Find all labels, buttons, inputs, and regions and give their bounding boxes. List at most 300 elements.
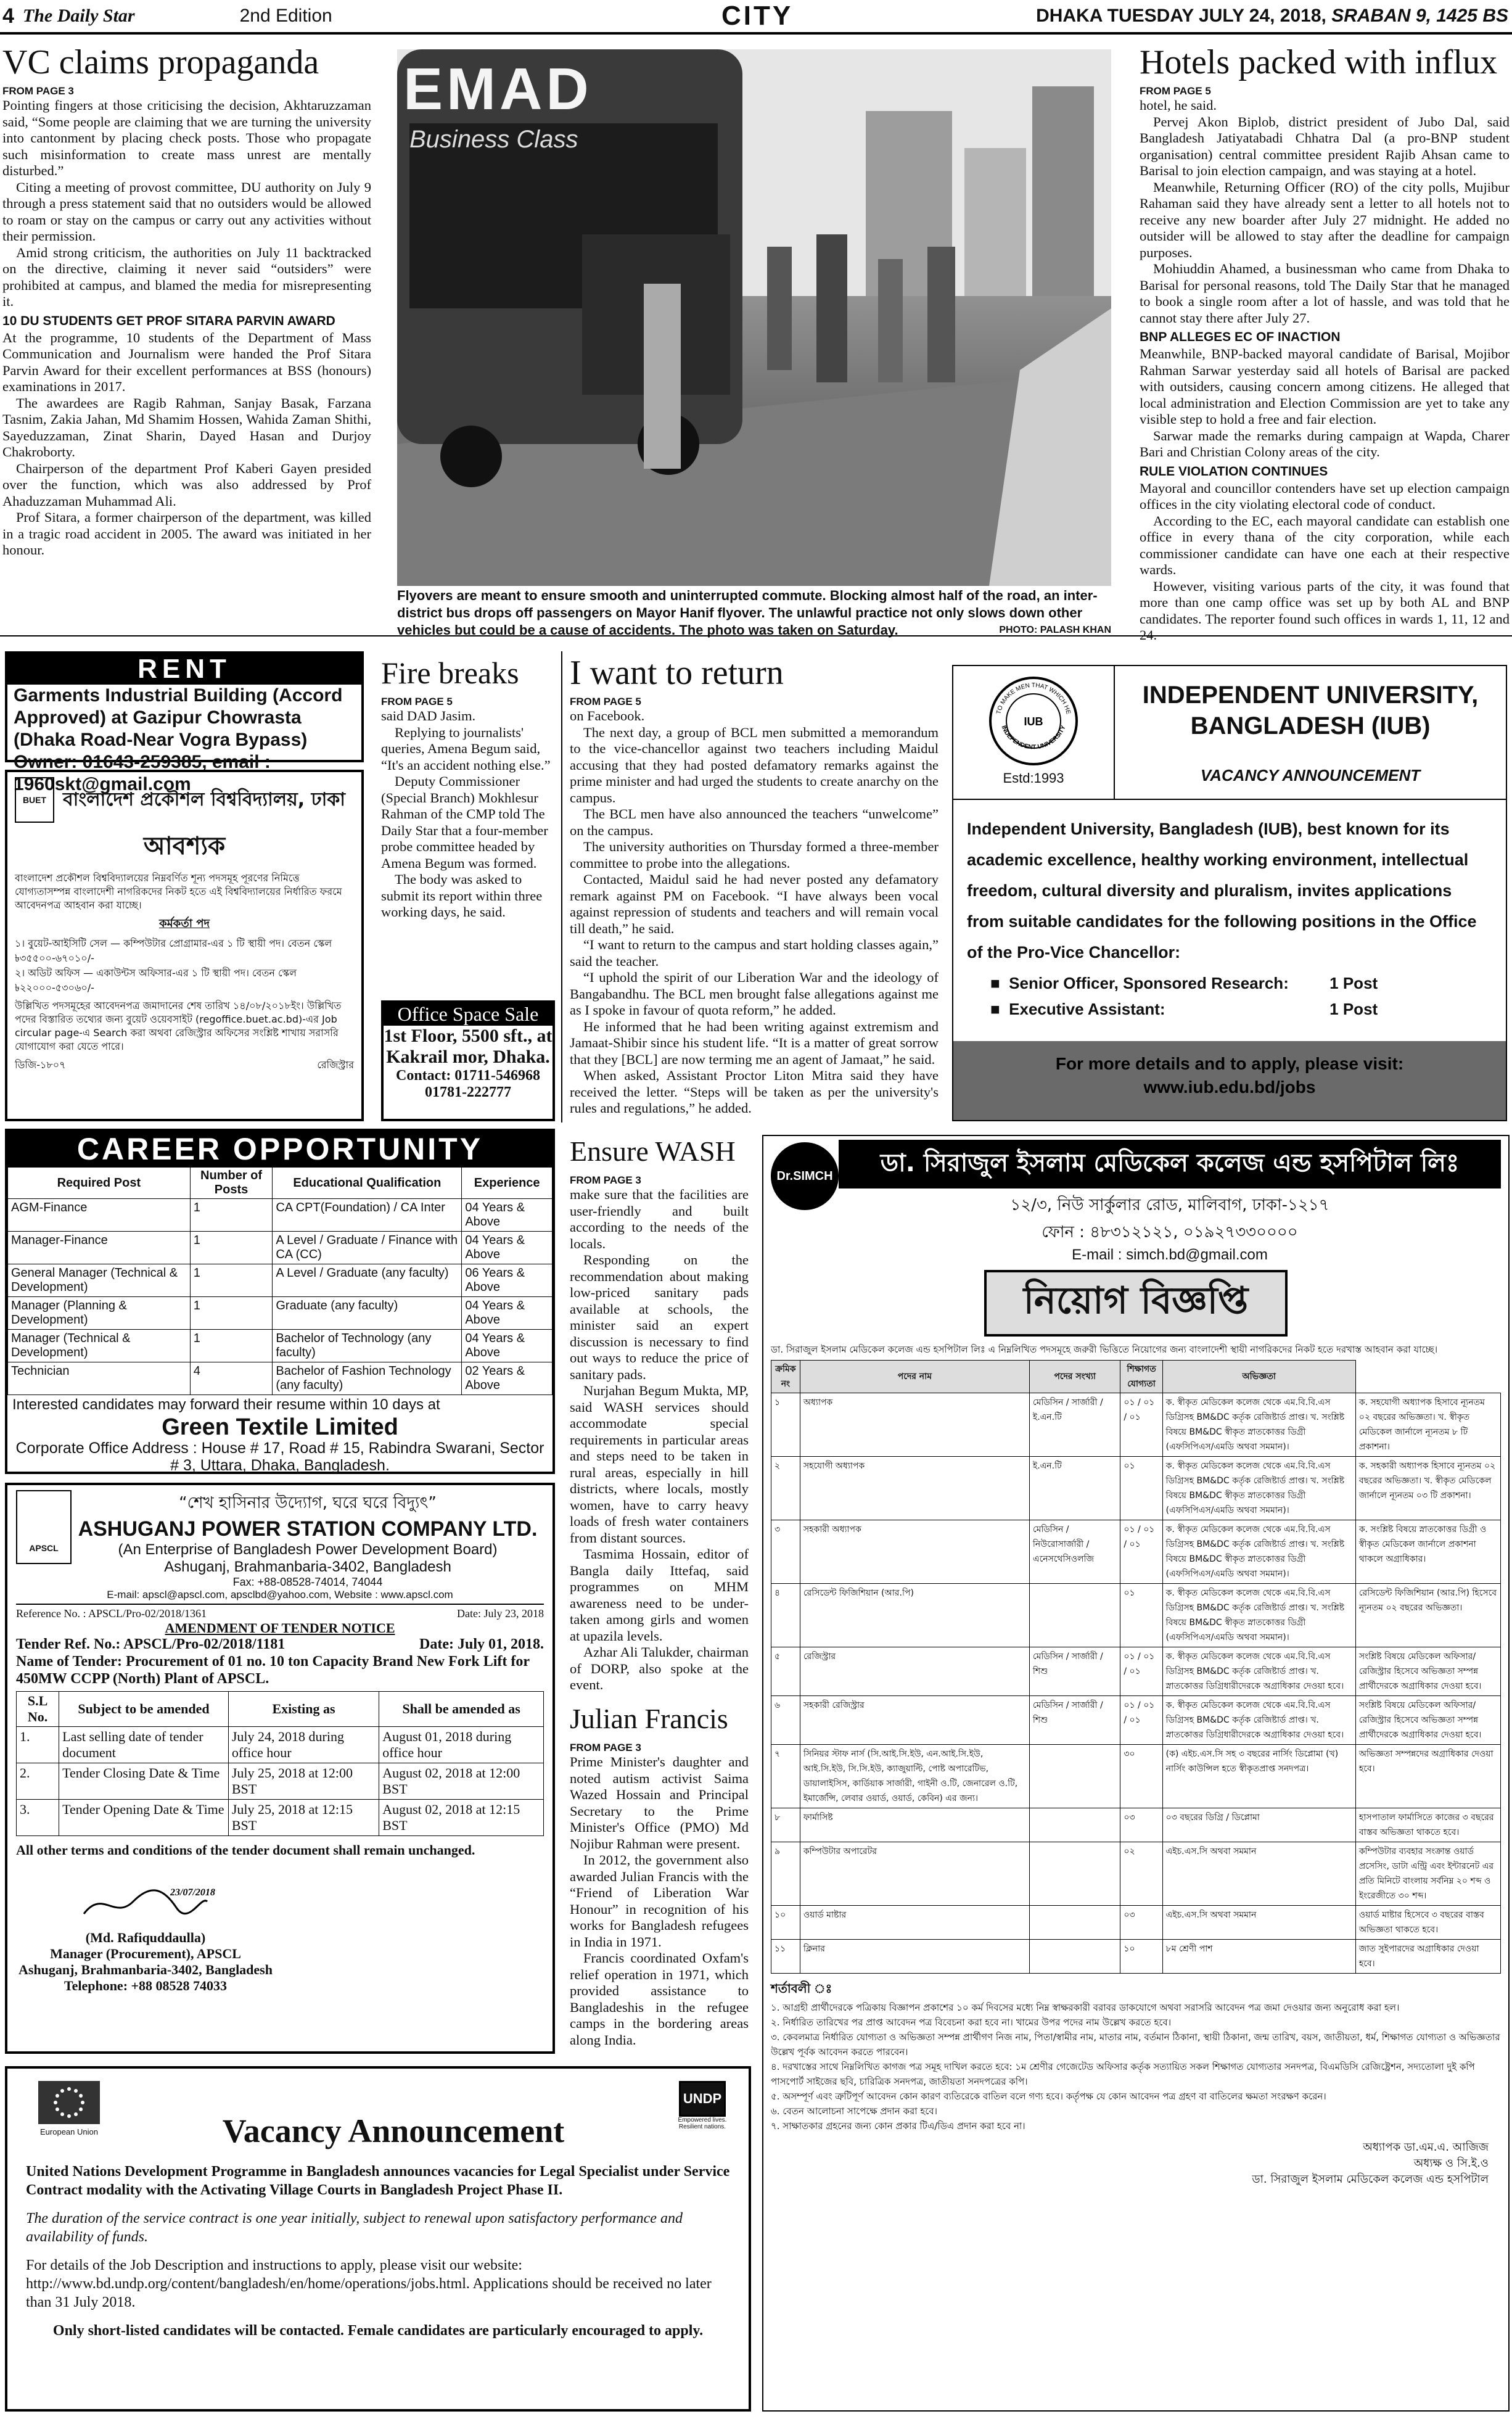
eu-star [74,2112,78,2116]
paragraph: Responding on the recommendation about making low-priced sanitary pads available at schools, the minister said an expert discussion is necessary to find out ways to reduce the price of sanitary pads. [570,1252,749,1382]
table-cell: ই.এন.টি [1029,1457,1120,1520]
ashu-tender-ref: Tender Ref. No.: APSCL/Pro-02/2018/1181 [16,1636,286,1652]
career-address: Corporate Office Address : House # 17, Road # 15, Rabindra Swarani, Sector # 3, Uttara, Dhaka, Bangladesh. [15,1440,544,1474]
column-header: Required Post [8,1168,191,1199]
term-item: ৬. বেতন আলোচনা সাপেক্ষে প্রদান করা হবে। [771,2106,937,2117]
table-cell: জাত সুইপারদের অগ্রাধিকার দেওয়া হবে। [1355,1940,1500,1974]
table-row [771,1584,1501,1647]
from-page: FROM PAGE 5 [570,696,641,707]
eu-star [60,2112,64,2116]
table-cell: ক্লিনার [800,1940,1029,1974]
from-page: FROM PAGE 3 [2,85,74,97]
eu-star [67,2114,71,2118]
table-row [8,1330,553,1362]
paragraph: According to the EC, each mayoral candidate can establish one office in every thana of the city corporation, while each commissioner candidate can have one each at their respective wards. [1140,513,1510,577]
term-item: ১. আগ্রহী প্রার্থীদেরকে পত্রিকায় বিজ্ঞাপন প্রকাশের ১০ কর্ম দিবসের মধ্যে নিম্ন স্বাক্ষরকারী বরাবর ডাকযোগে অথবা সরাসরি আবেদন পত্র জমা দেওয়ার জন্য অনুরোধ করা হল। [771,2002,1400,2013]
buet-intro: বাংলাদেশ প্রকৌশল বিশ্ববিদ্যালয়ের নিম্নবর্ণিত শূন্য পদসমূহ পূরণের নিমিত্তে যোগ্যতাসম্পন্ন বাংলাদেশী নাগরিকদের নিকট হতে এই বিশ্ববিদ্যালয়ের নির্ধারিত ফরমে আবেদনপত্র আহবান করা যাচ্ছে। [15,872,342,911]
paragraph: Tasmima Hossain, editor of Bangla daily Ittefaq, said programmes on MHM awareness need to be under-taken among girls and women at upazila levels. [570,1546,749,1644]
table-cell [1029,1584,1120,1647]
story-body [570,1754,749,2048]
table-cell: 06 Years & Above [462,1264,553,1297]
office-contact-2: 01781-222777 [425,1084,511,1100]
table-cell [1029,1842,1120,1906]
table-cell: Tender Opening Date & Time [59,1800,229,1836]
table-cell: মেডিসিন / সার্জারী / শিশু [1029,1696,1120,1745]
buet-item-1: ১। বুয়েট-আইসিটি সেল — কম্পিউটার প্রোগ্রামার-এর ১ টি স্থায়ী পদ। বেতন স্কেল ৳৩৫৫০০-৬৭০১০/- [15,937,332,964]
apscl-logo: APSCL [16,1490,72,1564]
table-cell: ওয়ার্ড মাষ্টার হিসেবে ৩ বছরের বাস্তব অভিজ্ঞতা থাকতে হবে। [1355,1906,1500,1940]
table-cell: ৮ [771,1808,800,1842]
story-hotels [1140,43,1510,643]
simch-banner: নিয়োগ বিজ্ঞপ্তি [984,1270,1288,1337]
table-row [8,1264,553,1297]
paragraph: Meanwhile, BNP-backed mayoral candidate of Barisal, Mojibor Rahman Sarwar yesterday said all hotels of Barisal are packed with outsiders, causing concern among citizens. He alleged that local administration and Election Commission are yet to take any visible step to hold a free and fair election. [1140,346,1510,427]
paragraph: Sarwar made the remarks during campaign at Wapda, Charer Bari and Christian Colony areas of the city. [1140,427,1510,459]
ashu-tender-date: Date: July 01, 2018. [419,1636,544,1652]
story-fire [381,654,554,999]
ashu-signer: (Md. Rafiquddaulla) [85,1930,206,1945]
table-cell: ১০ [1120,1940,1162,1974]
from-page: FROM PAGE 5 [381,696,453,707]
table-cell: Tender Closing Date & Time [59,1763,229,1800]
table-cell: Manager-Finance [8,1232,191,1264]
paragraph: Mohiuddin Ahamed, a businessman who came from Dhaka to Barisal for personal reasons, told The Daily Star that he managed to book a single room after a lot of hassle, and was told that he cannot stay there after July 27. [1140,261,1510,326]
table-cell: ১১ [771,1940,800,1974]
table-cell: কম্পিউটার অপারেটর [800,1842,1029,1906]
table-cell [1029,1906,1120,1940]
paragraph: He informed that he had been writing against extremism and Jamaat-Shibir since his student life. “It is a matter of great sorrow that they [BCL] are now terming me an agent of Jamaat,” he said. [570,1018,939,1067]
iub-seal-top: TO MAKE MEN THAT WHICH HE [995,682,1072,715]
story-body-3 [1140,480,1510,644]
table-cell: ০৩ [1120,1906,1162,1940]
undp-tagline: Empowered lives. Resilient nations. [678,2117,727,2130]
table-cell: ৮ম শ্রেণী পাশ [1162,1940,1355,1974]
eu-star [54,2101,57,2104]
photo-caption: Flyovers are meant to ensure smooth and uninterrupted commute. Blocking almost half of the road, an inter-district bus drops off passengers on Mayor Hanif flyover. The unlawful practice not only slows down other vehicles but could be a cause of accidents. The photo was taken on Saturday. PHOTO: PALASH KHAN [397,588,1111,638]
headline: Julian Francis [570,1703,728,1734]
eu-star [81,2101,84,2104]
table-row [771,1696,1501,1745]
table-cell: July 25, 2018 at 12:15 BST [228,1800,379,1836]
story-body [381,708,554,921]
paper-logo: The Daily Star [22,6,135,26]
office-contact: Contact: 01711-546968 [396,1068,540,1084]
table-cell: ১ [771,1393,800,1457]
paragraph: Amid strong criticism, the authorities on July 11 backtracked on the directive, claiming it never said “outsiders” were prohibited at campus, and blamed the media for misrepresenting it. [2,244,371,309]
column-header: পদের সংখ্যা [1029,1361,1120,1393]
table-cell: ০১ / ০১ / ০১ [1120,1696,1162,1745]
paragraph: Francis coordinated Oxfam's relief operation in 1971, which provided assistance to Bangladeshis in the refugee camps in the bordering areas along India. [570,1950,749,2048]
ashu-note: All other terms and conditions of the tender document shall remain unchanged. [16,1842,475,1858]
paragraph: Prime Minister's daughter and noted autism activist Saima Wazed Hossain and Principal Secretary to the Prime Minister's Office (PMO) Md Nojibur Rahman were present. [570,1754,749,1852]
undp-details: For details of the Job Description and instructions to apply, please visit our website: http://www.bd.undp.org/content/bangladesh/en/home/operations/jobs.html. Applications should be received no later than 31 July 2018. [26,2257,712,2310]
divider [0,635,1512,636]
story-body [1140,97,1510,326]
table-cell: AGM-Finance [8,1199,191,1232]
ashu-tender-name: Name of Tender: Procurement of 01 no. 10 ton Capacity Brand New Fork Lift for 450MW CCPP (North) Plant of APSCL. [16,1654,530,1687]
story-body [570,1187,749,1694]
paragraph: The university authorities on Thursday formed a three-member committee to probe into the allegations. [570,839,939,871]
table-cell: রেজিস্ট্রার [800,1647,1029,1696]
table-row [771,1457,1501,1520]
table-cell: মেডিসিন / সার্জারী / শিশু [1029,1647,1120,1696]
eu-star [60,2089,64,2093]
from-page: FROM PAGE 3 [570,1742,641,1753]
eu-flag-icon [38,2081,100,2124]
table-cell: 04 Years & Above [462,1199,553,1232]
paragraph: Chairperson of the department Prof Kaberi Gayen presided over the function, which was also addressed by Prof Ahaduzzaman Muhammad Ali. [2,460,371,509]
eu-star [79,2094,83,2098]
table-cell: General Manager (Technical & Development) [8,1264,191,1297]
term-item: ৪. দরখাস্তের সাথে নিম্নলিখিত কাগজ পত্র সমূহ দাখিল করতে হবে: ১ম শ্রেণীর গেজেটেড অফিসার কর্তৃক সত্যায়িত সকল শিক্ষাগত যোগ্যতার সনদপত্র, বিএমডিসি রেজিষ্ট্রেশন, সদ্যতোলা দুই কপি পাসপোর্ট সাইজের ছবি, চারিত্রিক সনদপত্র, জাতীয়তা সনদপত্রের কপি। [771,2061,1475,2087]
table-cell: Graduate (any faculty) [273,1297,462,1330]
paragraph: Contacted, Maidul said he had never posted any defamatory remark against PM on Facebook. “I have always been vocal against repression of students and teachers and will remain vocal till death,” he said. [570,871,939,936]
table-cell: অভিজ্ঞতা সম্পন্নদের অগ্রাধিকার দেওয়া হবে। [1355,1745,1500,1808]
table-cell: ক. সহকারী অধ্যাপক হিসাবে ন্যূনতম ০২ বছরের অভিজ্ঞতা। খ. স্বীকৃত মেডিকেল জার্নালে ন্যূনতম ০৩ টি প্রকাশনা। [1355,1457,1500,1520]
eu-star [79,2107,83,2111]
table-header [17,1692,544,1727]
table-cell: 4 [190,1362,273,1395]
eu-star [74,2089,78,2093]
table-cell: ক. স্বীকৃত মেডিকেল কলেজ থেকে এম.বি.বি.এস ডিগ্রিসহ BM&DC কর্তৃক রেজিষ্টার্ড প্রাপ্ত। খ. সংশ্লিষ্ট বিষয়ে BM&DC স্বীকৃত স্নাতকোত্তর ডিগ্রী (এফসিপিএস/এমডি অথবা সমমান)। [1162,1520,1355,1584]
eu-star [67,2087,71,2091]
table-cell: ওয়ার্ড মাষ্টার [800,1906,1029,1940]
svg-text:INDEPENDENT UNIVERSITY [1000,725,1067,751]
simch-phone: ফোন : ৪৮৩১২১২১, ০১৯২৭৩৩০০০০ [1042,1223,1298,1242]
paragraph: Prof Sitara, a former chairperson of the department, was killed in a tragic road accident in 2005. The award was initiated in her honour. [2,509,371,558]
ashu-slogan: “শেখ হাসিনার উদ্যোগ, ঘরে ঘরে বিদ্যুৎ” [179,1494,437,1512]
undp-logo: UNDP [679,2081,726,2117]
table-cell: ৪ [771,1584,800,1647]
simch-logo: Dr.SIMCH [771,1142,839,1210]
table-row [771,1940,1501,1974]
simch-address: ১২/৩, নিউ সার্কুলার রোড, মালিবাগ, ঢাকা-১২১৭ [1010,1196,1329,1214]
table-cell: (ক) এইচ.এস.সি সহ ৩ বছরের নার্সিং ডিপ্লোমা (খ) নার্সিং কাউন্সিল হতে স্বীকৃতপ্রাপ্ত সনদপত্র। [1162,1745,1355,1808]
table-cell: ০১ / ০১ / ০১ [1120,1393,1162,1457]
simch-signer: অধ্যাপক ডা.এম.এ. আজিজ [1363,2141,1489,2154]
table-cell: 04 Years & Above [462,1232,553,1264]
paragraph: Azhar Ali Talukder, chairman of DORP, also spoke at the event. [570,1644,749,1692]
paragraph: Replying to journalists' queries, Amena Begum said, “It's an accident nothing else.” [381,724,551,773]
divider [561,651,562,1123]
rent-body: Garments Industrial Building (Accord Approved) at Gazipur Chowrasta (Dhaka Road-Near Vogra Bypass) Owner: 01643-259385, email : 1960skt@gmail.com [14,685,343,794]
table-cell: 1 [190,1297,273,1330]
story-vc [2,43,371,623]
simch-title: ডা. সিরাজুল ইসলাম মেডিকেল কলেজ এন্ড হসপিটাল লিঃ [839,1140,1501,1188]
table-row [771,1393,1501,1457]
page-number: 4 [2,4,14,28]
buet-sub: কর্মকর্তা পদ [159,917,210,930]
table-cell [1029,1808,1120,1842]
column-header: শিক্ষাগত যোগ্যতা [1120,1361,1162,1393]
table-cell: 3. [17,1800,59,1836]
paragraph: “I uphold the spirit of our Liberation War and the ideology of Bangabandhu. The BCL men brought false allegations against me as I spoke in favour of quota reform,” he added. [570,970,939,1018]
simch-intro: ডা. সিরাজুল ইসলাম মেডিকেল কলেজ এন্ড হসপিটাল লিঃ এ নিম্নলিখিত পদসমূহে জরুরী ভিত্তিতে নিয়োগের জন্য বাংলাদেশী স্থায়ী নাগরিকদের নিকট হতে দরখাস্ত আহবান করা যাচ্ছে। [771,1344,1438,1355]
paragraph: When asked, Assistant Proctor Liton Mitra said they have received the letter. “Steps will be taken as per the university's rules and regulations,” he added. [570,1068,939,1116]
paragraph: hotel, he said. [1140,97,1217,113]
column-header: ক্রমিক নং [771,1361,800,1393]
ashu-ref: Reference No. : APSCL/Pro-02/2018/1361 [16,1607,207,1620]
simch-terms [771,2000,1501,2133]
table-cell: CA CPT(Foundation) / CA Inter [273,1199,462,1232]
term-item: ৫. অসম্পূর্ণ এবং ত্রুটিপূর্ণ আবেদন কোন কারণ ব্যতিরেকে বাতিল বলে গণ্য হবে। কর্তৃপক্ষ যে কোন আবেদন পত্র গ্রহণ বা বাতিলের ক্ষমতা সংরক্ষণ করেন। [771,2091,1326,2102]
iub-position-2: ■ Executive Assistant: 1 Post [990,1000,1378,1018]
table-cell: ০৩ বছরের ডিগ্রি / ডিপ্লোমা [1162,1808,1355,1842]
rent-ad [5,651,364,794]
table-cell: A Level / Graduate / Finance with CA (CC) [273,1232,462,1264]
simch-ad [762,1135,1510,2412]
paragraph: The body was asked to submit its report within three working days, he said. [381,871,543,920]
headline: Hotels packed with influx [1140,43,1498,81]
buet-ref: ডিজি-১৮০৭ [15,1059,66,1071]
subhead: BNP ALLEGES EC OF INACTION [1140,330,1341,344]
paragraph: said DAD Jasim. [381,708,476,723]
subhead-2: RULE VIOLATION CONTINUES [1140,464,1328,479]
ashu-amend-title: AMENDMENT OF TENDER NOTICE [165,1620,395,1636]
headline: Ensure WASH [570,1135,736,1167]
term-item: ৩. কেবলমাত্র নির্ধারিত যোগ্যতা ও অভিজ্ঞতা সম্পন্ন প্রার্থীগণ নিজ নাম, পিতা/স্বামীর নাম, মাতার নাম, বর্তমান ঠিকানা, স্থায়ী ঠিকানা, জন্ম তারিখ, বয়স, জাতীয়তা, ধর্ম, শিক্ষাগত যোগ্যতা ও অভিজ্ঞতার উল্লেখ পূর্বক আবেদন করতে পারবেন। [771,2032,1500,2058]
undp-title: Vacancy Announcement [222,2112,565,2149]
iub-footer: For more details and to apply, please visit: www.iub.edu.bd/jobs [953,1041,1506,1120]
term-item: ৭. সাক্ষাতকার গ্রহনের জন্য কোন প্রকার টিএ/ডিএ প্রদান করা হবে না। [771,2120,1025,2132]
table-cell: Last selling date of tender document [59,1727,229,1763]
bus-side-text: Business Class [409,126,578,153]
iub-ad [952,665,1507,1121]
table-cell: 1 [190,1264,273,1297]
column-header: Experience [462,1168,553,1199]
paragraph: Deputy Commissioner (Special Branch) Mokhlesur Rahman of the CMP told The Daily Star that a four-member probe committee headed by Amena Begum was formed. [381,773,548,871]
paragraph: The awardees are Ragib Rahman, Sanjay Basak, Farzana Tasnim, Zakia Jahan, Md Shamim Hossen, Wahida Zaman Shithi, Sayeduzzaman, Zinat Sharin, Dayed Hasan and Durjoy Chakroborty. [2,395,371,459]
eu-star [55,2094,59,2098]
simch-org: ডা. সিরাজুল ইসলাম মেডিকেল কলেজ এন্ড হসপিটাল [1252,2173,1489,2186]
table-cell: ৩ [771,1520,800,1584]
table-row [771,1808,1501,1842]
table-row [8,1232,553,1264]
paragraph: The next day, a group of BCL men submitted a memorandum to the vice-chancellor against two teachers including Maidul accusing that they had posted defamatory remarks against the prime minister and had urged the students to create anarchy on the campus. [570,724,939,805]
table-cell: August 02, 2018 at 12:00 BST [379,1763,544,1800]
simch-email: E-mail : simch.bd@gmail.com [1072,1246,1268,1263]
headline: I want to return [570,654,784,692]
table-cell: সংশ্লিষ্ট বিষয়ে মেডিকেল অফিসার/রেজিস্ট্রার হিসেবে অভিজ্ঞতা সম্পন্ন প্রার্থীদেরকে অগ্রাধিকার দেওয়া হবে। [1355,1696,1500,1745]
table-cell: ৭ [771,1745,800,1808]
buet-item-2: ২। অডিট অফিস — একাউন্টস অফিসার-এর ১ টি স্থায়ী পদ। বেতন স্কেল ৳২২০০০-৫৩০৬০/- [15,967,297,994]
career-ad [5,1129,555,1474]
table-cell: July 24, 2018 during office hour [228,1727,379,1763]
simch-terms-title: শর্তাবলী ঃ [771,1981,832,1996]
undp-footer: Only short-listed candidates will be contacted. Female candidates are particularly encouraged to apply. [52,2323,704,2339]
paragraph: Pointing fingers at those criticising the decision, Akhtaruzzaman said, “Some people are claiming that we are turning the university into cantonment by placing check posts. Those who propagate such misinformation to create mass unrest are mentally disturbed.” [2,97,371,178]
table-row [771,1745,1501,1808]
table-cell: অধ্যাপক [800,1393,1029,1457]
ashu-email: E-mail: apscl@apscl.com, apsclbd@yahoo.com, Website : www.apscl.com [16,1589,544,1605]
office-body: 1st Floor, 5500 sft., at Kakrail mor, Dhaka. [384,1026,553,1067]
table-header [771,1361,1501,1393]
table-cell: ৩০ [1120,1745,1162,1808]
table-cell: ক. সংশ্লিষ্ট বিষয়ে স্নাতকোত্তর ডিগ্রী ও স্বীকৃত মেডিকেল জার্নালে প্রকাশনা থাকলে অগ্রাধিকার। [1355,1520,1500,1584]
table-cell: ০১ [1120,1457,1162,1520]
section-title: CITY [721,1,794,31]
story-body-2 [1140,346,1510,461]
table-cell: ক. স্বীকৃত মেডিকেল কলেজ থেকে এম.বি.বি.এস ডিগ্রিসহ BM&DC কর্তৃক রেজিষ্টার্ড প্রাপ্ত। খ. সংশ্লিষ্ট বিষয়ে BM&DC স্বীকৃত স্নাতকোত্তর ডিগ্রী (এফসিপিএস/এমডি অথবা সমমান)। [1162,1393,1355,1457]
table-cell: ১০ [771,1906,800,1940]
from-page: FROM PAGE 5 [1140,85,1211,97]
table-cell: Bachelor of Technology (any faculty) [273,1330,462,1362]
paragraph: Citing a meeting of provost committee, DU authority on July 9 through a press statement said that no outsiders would be allowed to roam or stay on the campus or carry out any activities without their permission. [2,179,371,244]
table-cell: সহকারী রেজিস্ট্রার [800,1696,1029,1745]
simch-desig: অধ্যক্ষ ও সি.ই.ও [1413,2157,1489,2170]
table-cell: মেডিসিন / সার্জারী / ই.এন.টি [1029,1393,1120,1457]
table-cell: সংশ্লিষ্ট বিষয়ে মেডিকেল অফিসার/রেজিস্ট্রার হিসেবে অভিজ্ঞতা সম্পন্ন প্রার্থীদেরকে অগ্রাধিকার দেওয়া হবে। [1355,1647,1500,1696]
column-header: S.L No. [17,1692,59,1727]
headline: VC claims propaganda [2,43,319,81]
table-cell: ক. স্বীকৃত মেডিকেল কলেজ থেকে এম.বি.বি.এস ডিগ্রিসহ BM&DC কর্তৃক রেজিষ্টার্ড প্রাপ্ত। খ. স্নাতকোত্তর ডিগ্রিধারীদেরকে অগ্রাধিকার দেওয়া হবে। [1162,1647,1355,1696]
column-header: পদের নাম [800,1361,1029,1393]
paragraph: make sure that the facilities are user-friendly and built according to the needs of the locals. [570,1187,749,1251]
table-cell: Manager (Technical & Development) [8,1330,191,1362]
dateline: DHAKA TUESDAY JULY 24, 2018, SRABAN 9, 1425 BS [1036,6,1508,26]
eu-star [55,2107,59,2111]
buet-ad [5,770,364,1121]
iub-body: Independent University, Bangladesh (IUB), best known for its academic excellence, healthy working environment, intellectual freedom, cultural diversity and pluralism, invites applications from suitable candidates for the following positions in the Office of the Pro-Vice Chancellor: [967,820,1477,962]
table-cell: 1 [190,1199,273,1232]
table-cell: ক. স্বীকৃত মেডিকেল কলেজ থেকে এম.বি.বি.এস ডিগ্রিসহ BM&DC কর্তৃক রেজিষ্টার্ড প্রাপ্ত। খ. সংশ্লিষ্ট বিষয়ে BM&DC স্বীকৃত স্নাতকোত্তর ডিগ্রী (এফসিপিএস/এমডি অথবা সমমান)। [1162,1584,1355,1647]
paragraph: Nurjahan Begum Mukta, MP, said WASH services should accommodate special requirements in particular areas and steps need to be taken in rural areas, especially in hill districts, where locals, mostly women, have to carry heavy loads of fresh water containers from distant sources. [570,1383,749,1546]
table-cell: 1. [17,1727,59,1763]
table-cell: সহকারী অধ্যাপক [800,1520,1029,1584]
table-cell: ০৩ [1120,1808,1162,1842]
table-row [8,1297,553,1330]
table-row [8,1362,553,1395]
table-cell: Manager (Planning & Development) [8,1297,191,1330]
sig-date: 23/07/2018 [170,1887,215,1898]
table-row [771,1842,1501,1906]
table-cell: ক. সহযোগী অধ্যাপক হিসাবে ন্যূনতম ০২ বছরের অভিজ্ঞতা। খ. স্বীকৃত মেডিকেল জার্নালে ন্যূনতম ৮ টি প্রকাশনা। [1355,1393,1500,1457]
table-cell: ০১ / ০১ / ০১ [1120,1520,1162,1584]
paragraph: on Facebook. [570,708,645,723]
ashu-tel: Telephone: +88 08528 74033 [64,1978,228,1993]
table-cell: ০১ / ০১ / ০১ [1120,1647,1162,1696]
news-photo [397,49,1111,586]
simch-table [771,1360,1501,1974]
paragraph: At the programme, 10 students of the Department of Mass Communication and Journalism were handed the Prof Sitara Parvin Award for their excellent performances at BSS (honours) examinations in 2017. [2,329,371,394]
table-cell: 2. [17,1763,59,1800]
table-row [771,1906,1501,1940]
ashu-enterprise: (An Enterprise of Bangladesh Power Development Board) [118,1541,498,1558]
iub-estd: Estd:1993 [1003,770,1064,786]
paragraph: Meanwhile, Returning Officer (RO) of the city polls, Mujibur Rahaman said they have already sent a letter to all hotels not to receive any new boarder after July 27 midnight. He added no outsider will be allowed to stay after the deadline for campaign purposes. [1140,179,1510,260]
table-cell: কম্পিউটার ব্যবহার সংক্রান্ত ওয়ার্ড প্রসেসিং, ডাটা এন্ট্রি এবং ইন্টারনেট এর প্রতি মিনিটে বাংলায় সর্বনিম্ন ২০ শব্দ ও ইংরেজীতে ৩০ শব্দ। [1355,1842,1500,1906]
ashu-fax: Fax: +88-08528-74014, 74044 [232,1576,383,1588]
table-header [8,1168,553,1199]
column-header: Subject to be amended [59,1692,229,1727]
table-cell: Technician [8,1362,191,1395]
column-header: Existing as [228,1692,379,1727]
photo-credit: PHOTO: PALASH KHAN [999,625,1111,635]
ashuganj-ad [5,1483,555,2054]
table-cell [1029,1745,1120,1808]
table-cell: ৫ [771,1647,800,1696]
iub-sub: VACANCY ANNOUNCEMENT [1200,766,1421,785]
table-cell: ৯ [771,1842,800,1906]
ashu-desig: Manager (Procurement), APSCL [50,1946,241,1961]
story-wash [570,1132,749,1700]
story-julian [570,1700,749,2054]
paragraph: Mayoral and councillor contenders have set up election campaign offices in the city violating electoral code of conduct. [1140,480,1510,512]
table-cell: 04 Years & Above [462,1330,553,1362]
paragraph: “I want to return to the campus and start holding classes again,” said the teacher. [570,937,939,969]
table-cell: ক. স্বীকৃত মেডিকেল কলেজ থেকে এম.বি.বি.এস ডিগ্রিসহ BM&DC কর্তৃক রেজিষ্টার্ড প্রাপ্ত। খ. স্নাতকোত্তর ডিগ্রিধারীদেরকে অগ্রাধিকার দেওয়া হবে। [1162,1696,1355,1745]
table-cell: সহযোগী অধ্যাপক [800,1457,1029,1520]
subhead: 10 DU STUDENTS GET PROF SITARA PARVIN AWARD [2,313,335,328]
undp-italic: The duration of the service contract is one year initially, subject to renewal upon satisfactory performance and availability of funds. [26,2210,683,2245]
table-row [17,1727,544,1763]
table-cell: মেডিসিন / নিউরোসার্জারী / এনেসথেসিওলজি [1029,1520,1120,1584]
paragraph: In 2012, the government also awarded Julian Francis with the “Friend of Liberation War Honour” in recognition of his works for Bangladesh refugees in India in 1971. [570,1852,749,1950]
table-cell: A Level / Graduate (any faculty) [273,1264,462,1297]
table-cell: 02 Years & Above [462,1362,553,1395]
career-title: CAREER OPPORTUNITY [7,1131,553,1167]
office-title: Office Space Sale [384,1003,553,1026]
table-row [771,1647,1501,1696]
from-page: FROM PAGE 3 [570,1174,641,1186]
masthead [0,0,1512,35]
ashu-address: Ashuganj, Brahmanbaria-3402, Bangladesh [164,1559,451,1575]
iub-seal-bottom: INDEPENDENT UNIVERSITY [1000,724,1067,751]
table-cell: হাসপাতাল ফার্মাসিতে কাজের ৩ বছরের বাস্তব অভিজ্ঞতা থাকতে হবে। [1355,1808,1500,1842]
story-body [570,708,939,1117]
signature-icon [78,1883,213,1926]
table-cell: 04 Years & Above [462,1297,553,1330]
table-cell: ২ [771,1457,800,1520]
table-cell: August 01, 2018 during office hour [379,1727,544,1763]
table-cell: রেসিডেন্ট ফিজিশিয়ান (আর.পি) হিসেবে ন্যূনতম ০২ বছরের অভিজ্ঞতা। [1355,1584,1500,1647]
iub-seal-mark: IUB [1024,715,1043,728]
paragraph: However, visiting various parts of the city, it was found that more than one camp office was set up by both AL and BNP candidates. The reporter found such offices in wards 1, 11, 12 and 24. [1140,578,1510,643]
story-body [2,97,371,310]
headline: Fire breaks [381,656,519,690]
career-note: Interested candidates may forward their resume within 10 days at [12,1396,440,1413]
column-header: Number of Posts [190,1168,273,1199]
ashu-signer-address: Ashuganj, Brahmanbaria-3402, Bangladesh [18,1962,273,1977]
table-cell: ফার্মাসিষ্ট [800,1808,1029,1842]
table-row [8,1199,553,1232]
story-return [570,654,939,1123]
buet-title: বাংলাদেশ প্রকৌশল বিশ্ববিদ্যালয়, ঢাকা [62,788,345,810]
paragraph: Pervej Akon Biplob, district president of Jubo Dal, said Bangladesh Jatiyatabadi Chhatra Dal (a pro-BNP student organisation) central committee president Rajib Ahsan came to Barisal to join election campaign, and was staying at a hotel. [1140,113,1510,178]
table-cell: এইচ.এস.সি অথবা সমমান [1162,1906,1355,1940]
iub-title: INDEPENDENT UNIVERSITY, BANGLADESH (IUB) [1142,682,1479,739]
undp-ad [5,2066,751,2412]
table-cell: ০২ [1120,1842,1162,1906]
column-header: Shall be amended as [379,1692,544,1727]
bus-sign: EMAD [403,56,593,122]
column-header: Educational Qualification [273,1168,462,1199]
table-cell: 1 [190,1330,273,1362]
ashu-date: Date: July 23, 2018 [457,1607,544,1620]
office-ad [381,1000,555,1121]
undp-body: United Nations Development Programme in Bangladesh announces vacancies for Legal Specialist under Service Contract modality with the Activating Village Courts in Bangladesh Project Phase II. [26,2164,730,2198]
story-body-2 [2,330,371,559]
table-cell [1029,1940,1120,1974]
table-cell: August 02, 2018 at 12:15 BST [379,1800,544,1836]
table-cell: রেসিডেন্ট ফিজিশিয়ান (আর.পি) [800,1584,1029,1647]
table-cell: July 25, 2018 at 12:00 BST [228,1763,379,1800]
buet-sign: রেজিস্ট্রার [317,1059,354,1071]
rent-title: RENT [7,654,361,685]
table-row [17,1763,544,1800]
paragraph: The BCL men have also announced the teachers “unwelcome” on the campus. [570,806,939,838]
career-company: Green Textile Limited [162,1414,398,1440]
